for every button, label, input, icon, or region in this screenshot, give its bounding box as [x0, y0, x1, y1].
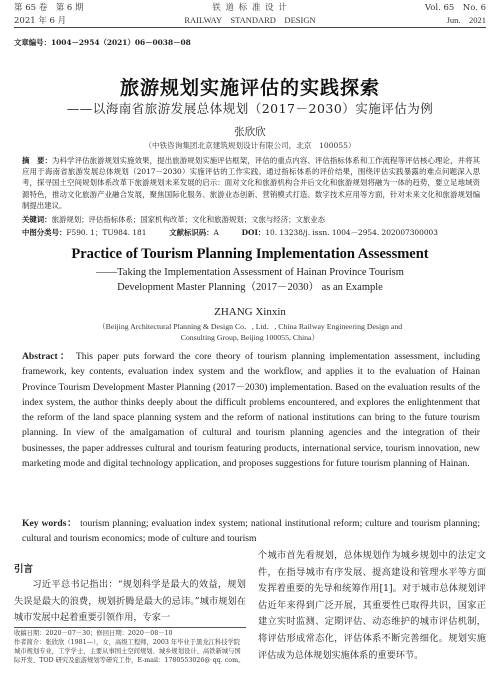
volume-issue-right: Vol. 65 No. 6 [424, 3, 486, 13]
keywords-cn-label: 关键词： [22, 215, 52, 224]
abstract-en-label: Abstract： [22, 351, 72, 362]
doi-label: DOI： [241, 228, 266, 237]
abstract-cn-text: 为科学评估旅游规划实施效果，提出旅游规划实施评估框架，评估的重点内容、评估指标体系和工作流程等评估核心理论，并将其应用于海南省旅游发展总体规划（2017－2030）实施评估的工作实践。通过指标体系的评价结果，围绕评估实践暴露的难点问题深入思考，探寻国土空间规划体系改革下旅游规划未来发展的启示：面对文化和旅游机构合并后文化和旅游规划将融为一体的趋势，要立足地域资源特色，推动文化旅游产业融合发展，聚焦国际化服务、旅游业态创新、营销模式打造、数字技术应用等方面，针对未来文化和旅游规划编制提出建议。 [22, 156, 480, 210]
author-en: ZHANG Xinxin [214, 306, 286, 318]
doc-code-label: 文献标识码： [169, 228, 214, 237]
journal-name-cn: 铁 道 标 准 设 计 [212, 3, 288, 13]
abstract-en [22, 349, 480, 471]
footnote-rule [14, 627, 246, 628]
volume-issue-left: 第 65 卷 第 6 期 [14, 3, 84, 13]
page-title-en: Practice of Tourism Planning Implementation Assessment [71, 246, 429, 262]
date-right: Jun. 2021 [446, 15, 486, 25]
keywords-en-text: tourism planning; evaluation index system; national institutional reform; culture and tourism planning; cultural and tourism economics; mode of culture and tourism [22, 518, 481, 545]
keywords-cn-text: 旅游规划；评估指标体系；国家机构改革；文化和旅游规划；文旅与经济；文旅业态 [51, 215, 326, 224]
affiliation-en-line2: Consulting Group, Beijing 100055, China） [180, 333, 320, 342]
cls-value: F590. 1；TU984. 181 [66, 228, 147, 237]
affiliation-en-line1: （Beijing Architectural Planning & Design Co．, Ltd．, China Railway Engineering Design and [97, 322, 403, 331]
subtitle-en-line1: ——Taking the Implementation Assessment of Hainan Province Tourism [96, 267, 404, 278]
footnote-author-bio: 作者简介：张欣欣（1981—），女，高级工程师，2003 年毕业于黑龙江科技学院城市规划专业，工学学士，主要从事国土空间规划、城乡规划设计、高铁新城与国际开发、TOD 研究及旅游规划等研究工作，E-mail：1780553026@ qq. com。 [14, 639, 245, 664]
classification-line [22, 227, 480, 238]
intro-paragraph-left: 习近平总书记指出：“规划科学是最大的效益，规划失误是最大的浪费，规划折腾是最大的忌讳。”城市规划在城市发展中起着重要引领作用，专家一 [14, 579, 246, 624]
cls-label: 中图分类号： [22, 228, 67, 237]
abstract-en-text: This paper puts forward the core theory of tourism planning implementation assessment, including framework, key contents, evaluation index system and the workflow, and applies it to the evaluation of Hainan Province Tourism Development Master Planning (2017－2030) implementation. Based on the evaluation results of the index system, the author thinks deeply about the difficult problems encountered, and explores the enlightenment that the reform of the land space planning system and the reform of national institutions can bring to the future tourism planning. In view of the amalgamation of cultural and tourism planning agencies and the integration of their businesses, the paper addresses cultural and tourism featuring products, international service, tourism innovation, new marketing mode and digital technology application, and proposes suggestions for future tourism planning of Hainan. [22, 351, 480, 470]
header-rule [14, 27, 486, 28]
subtitle-en-line2: Development Master Planning（2017－2030） as an Example [117, 282, 383, 293]
journal-name-en: RAILWAY STANDARD DESIGN [184, 15, 316, 25]
keywords-cn [22, 214, 480, 225]
author-cn: 张欣欣 [234, 126, 266, 138]
affiliation-cn: （中铁咨询集团北京建筑规划设计有限公司，北京 100055） [144, 141, 356, 150]
intro-paragraph-right: 个城市首先看规划，总体规划作为城乡规划中的法定文件，在指导城市有序发展、提高建设和管理水平等方面发挥着重要的先导和统筹作用[1]。对于城市总体规划评估近年来得到广泛开展，其重要性已取得共识，国家正建立实时监测、定期评估、动态维护的城市评估机制，将评估形成常态化，评估体系不断完善细化。规划实施评估成为总体规划实施体系的重要环节。 [258, 550, 486, 661]
date-left: 2021 年 6 月 [14, 16, 67, 26]
article-number: 文章编号：1004－2954（2021）06－0038－08 [14, 38, 191, 47]
doi-value: 10. 13238/j. issn. 1004－2954. 202007300003 [265, 228, 438, 237]
intro-heading: 引言 [14, 564, 34, 575]
keywords-en-label: Key words： [22, 518, 78, 529]
doc-code-value: A [213, 228, 219, 237]
subtitle-cn: ——以海南省旅游发展总体规划（2017－2030）实施评估为例 [66, 101, 434, 116]
abstract-cn-label: 摘 要： [22, 156, 53, 165]
abstract-cn [22, 155, 480, 211]
footnote-received: 收稿日期：2020－07－30；修回日期：2020－08－10 [14, 630, 173, 637]
page-title-cn: 旅游规划实施评估的实践探索 [119, 77, 380, 99]
keywords-en [22, 516, 480, 547]
